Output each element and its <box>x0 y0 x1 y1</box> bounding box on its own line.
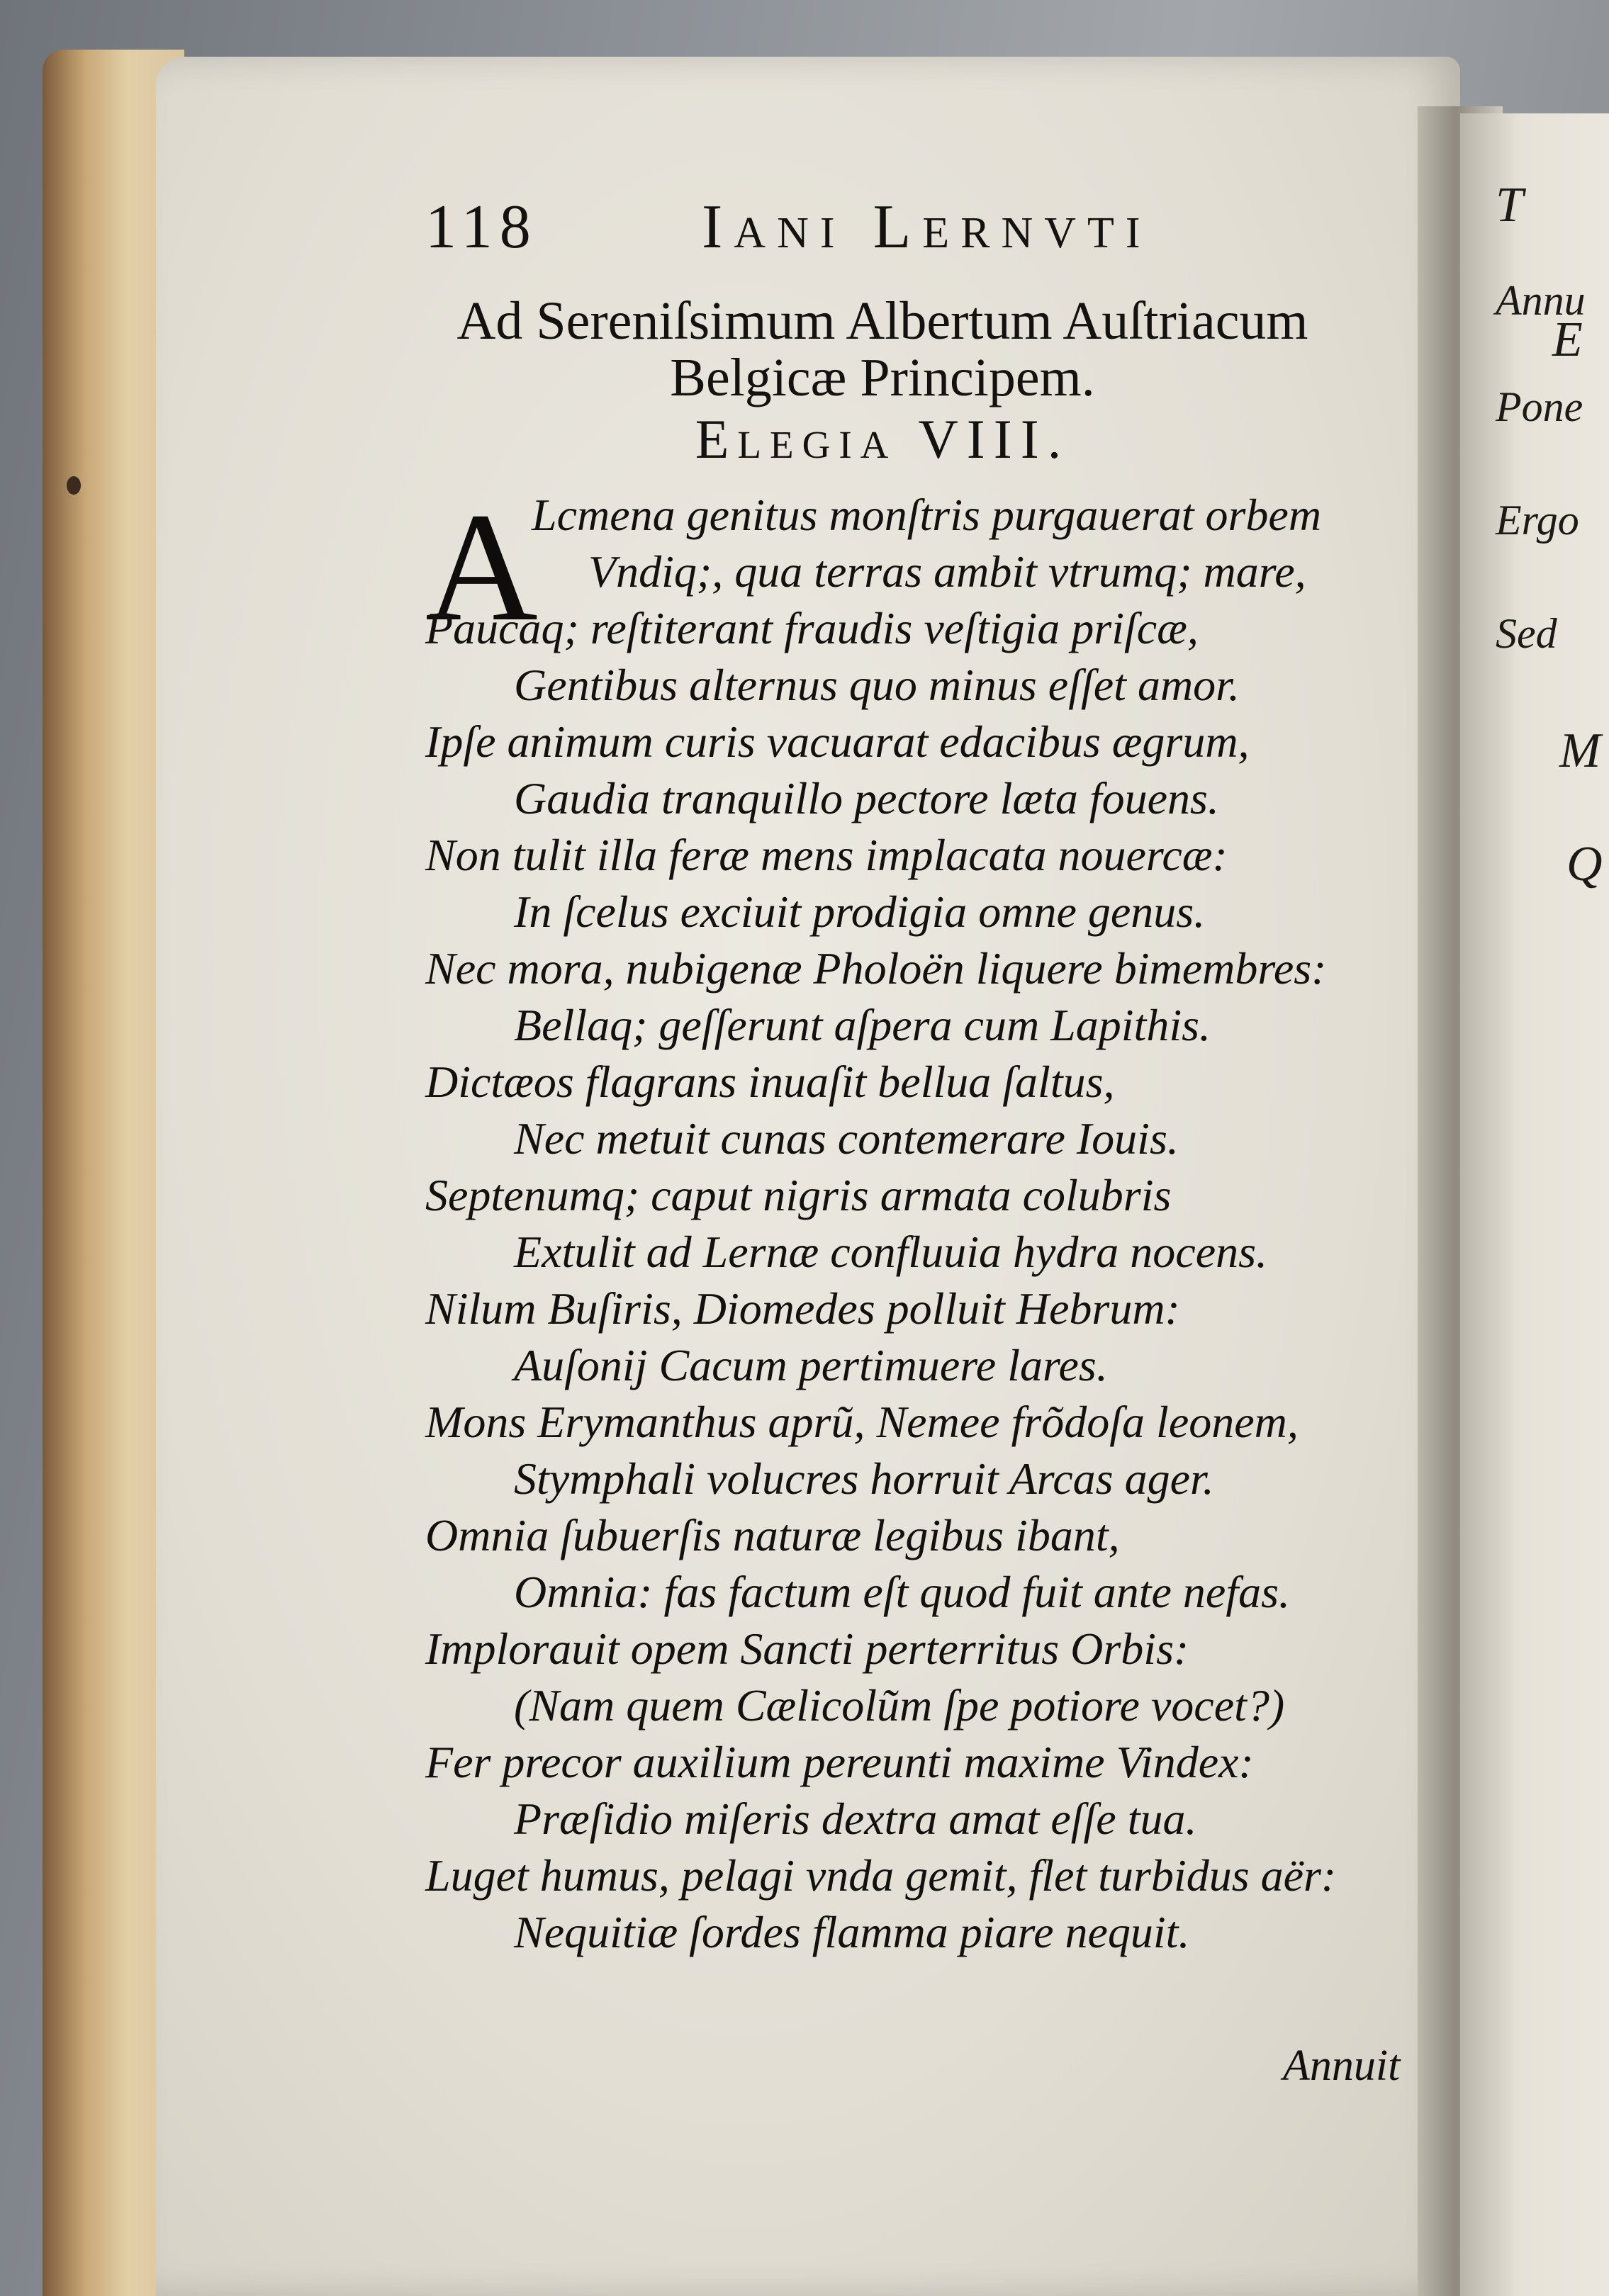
verse-line: Nequitiæ ſordes flamma piare nequit. <box>514 1907 1190 1957</box>
verse-line: Auſonij Cacum pertimuere lares. <box>514 1340 1108 1390</box>
verse-line: Non tulit illa feræ mens implacata nouercæ: <box>425 830 1228 880</box>
right-page-fragment: E <box>1552 313 1583 367</box>
book-page-right <box>1460 113 1609 2296</box>
right-page-fragment: M <box>1559 724 1601 778</box>
right-page-fragment: Q <box>1566 837 1603 891</box>
running-head: Iani Lernvti <box>702 193 1152 261</box>
verse-line: Nec mora, nubigenæ Pholoën liquere bimembres: <box>425 943 1327 994</box>
verse-line: Vndiq;, qua terras ambit vtrumq; mare, <box>588 546 1306 597</box>
verse-line: Nilum Buſiris, Diomedes polluit Hebrum: <box>425 1283 1180 1334</box>
verse-line: Mons Erymanthus aprũ, Nemee frõdoſa leonem, <box>425 1397 1299 1447</box>
verse-line: Nec metuit cunas contemerare Iouis. <box>514 1113 1179 1164</box>
verse-line: Paucaq; reſtiterant fraudis veſtigia priſcæ, <box>425 603 1199 653</box>
right-page-fragment: Annu <box>1496 277 1586 324</box>
verse-line: Ipſe animum curis vacuarat edacibus ægrum, <box>425 716 1250 767</box>
verse-line: Septenumq; caput nigris armata colubris <box>425 1170 1172 1220</box>
verse-line: In ſcelus exciuit prodigia omne genus. <box>514 887 1206 937</box>
poem-title-line-2: Belgicæ Principem. <box>670 348 1095 407</box>
verse-line: Implorauit opem Sancti perterritus Orbis: <box>425 1623 1189 1674</box>
binding-hole <box>67 476 81 495</box>
verse-line: Lcmena genitus monſtris purgauerat orbem <box>532 490 1322 540</box>
poem-title-elegia: Elegia VIII. <box>695 408 1070 470</box>
page-header <box>425 191 1276 276</box>
verse-line: Gaudia tranquillo pectore læta fouens. <box>514 773 1219 823</box>
verse-line: Dictæos flagrans inuaſit bellua ſaltus, <box>425 1057 1115 1107</box>
poem-title-line-1: Ad Sereniſsimum Albertum Auſtriacum <box>456 291 1308 351</box>
right-page-fragment: Sed <box>1496 610 1557 657</box>
verse-line: Fer precor auxilium pereunti maxime Vindex: <box>425 1737 1254 1787</box>
page-number: 118 <box>425 193 538 261</box>
verse-line: Luget humus, pelagi vnda gemit, flet turbidus aër: <box>425 1850 1337 1901</box>
catchword: Annuit <box>1283 2042 1401 2090</box>
verse-line: Stymphali volucres horruit Arcas ager. <box>514 1453 1214 1504</box>
verse-line: Extulit ad Lernæ confluuia hydra nocens. <box>514 1227 1267 1277</box>
drop-capital: A <box>425 480 538 653</box>
right-page-fragment: Ergo <box>1496 497 1579 544</box>
verse-line: Gentibus alternus quo minus eſſet amor. <box>514 660 1240 710</box>
right-page-fragment: T <box>1496 178 1523 232</box>
verse-line: (Nam quem Cælicolũm ſpe potiore vocet?) <box>514 1680 1285 1731</box>
verse-line: Bellaq; geſſerunt aſpera cum Lapithis. <box>514 1000 1211 1050</box>
verse-line: Omnia: fas factum eſt quod fuit ante nefas. <box>514 1567 1290 1617</box>
verse-line: Omnia ſubuerſis naturæ legibus ibant, <box>425 1510 1120 1560</box>
right-page-fragment: Pone <box>1496 383 1583 430</box>
verse-line: Præſidio miſeris dextra amat eſſe tua. <box>514 1794 1197 1844</box>
